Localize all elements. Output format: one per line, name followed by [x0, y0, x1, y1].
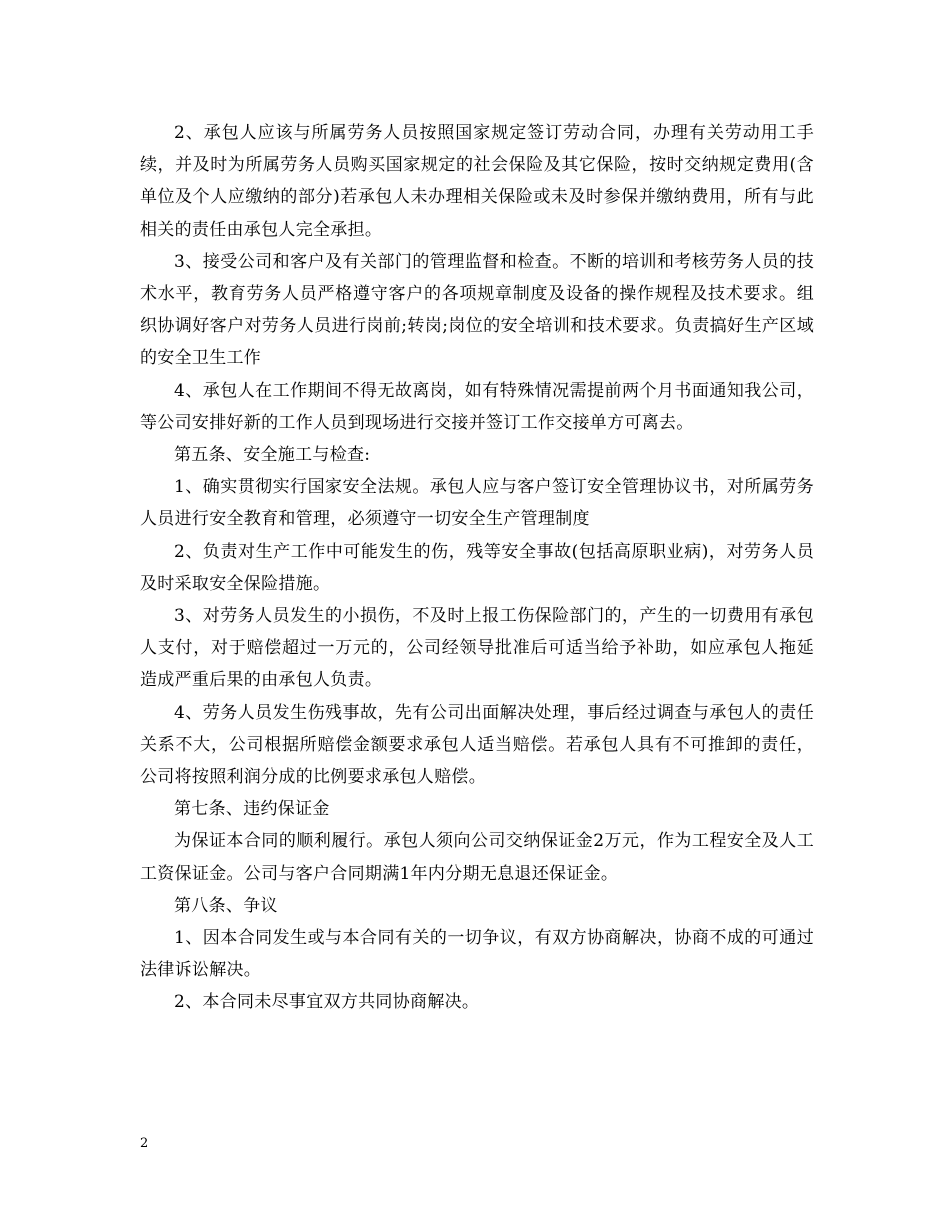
document-body [140, 117, 814, 1019]
paragraph-safety-clause-3: 3、对劳务人员发生的小损伤，不及时上报工伤保险部门的，产生的一切费用有承包人支付，对于赔偿超过一万元的，公司经领导批准后可适当给予补助，如应承包人拖延造成严重后果的由承包人负责。 [140, 606, 814, 691]
paragraph-clause-2-labor-contract: 2、承包人应该与所属劳务人员按照国家规定签订劳动合同，办理有关劳动用工手续，并及时为所属劳务人员购买国家规定的社会保险及其它保险，按时交纳规定费用(含单位及个人应缴纳的部分)若承包人未办理相关保险或未及时参保并缴纳费用，所有与此相关的责任由承包人完全承担。 [140, 123, 814, 240]
section-heading-article-5: 第五条、安全施工与检查: [174, 445, 371, 466]
section-heading-article-8: 第八条、争议 [174, 895, 278, 916]
section-heading-article-7: 第七条、违约保证金 [174, 799, 330, 820]
paragraph-clause-3-supervision: 3、接受公司和客户及有关部门的管理监督和检查。不断的培训和考核劳务人员的技术水平，教育劳务人员严格遵守客户的各项规章制度及设备的操作规程及技术要求。组织协调好客户对劳务人员进行岗前;转岗;岗位的安全培训和技术要求。负责搞好生产区域的安全卫生工作 [140, 251, 814, 369]
paragraph-safety-clause-1: 1、确实贯彻实行国家安全法规。承包人应与客户签订安全管理协议书，对所属劳务人员进行安全教育和管理，必须遵守一切安全生产管理制度 [140, 477, 814, 530]
paragraph-deposit: 为保证本合同的顺利履行。承包人须向公司交纳保证金2万元，作为工程安全及人工工资保证金。公司与客户合同期满1年内分期无息退还保证金。 [140, 831, 814, 884]
paragraph-safety-clause-2: 2、负责对生产工作中可能发生的伤，残等安全事故(包括高原职业病)，对劳务人员及时采取安全保险措施。 [140, 541, 814, 594]
paragraph-dispute-clause-2: 2、本合同未尽事宜双方共同协商解决。 [174, 992, 480, 1013]
paragraph-dispute-clause-1: 1、因本合同发生或与本合同有关的一切争议，有双方协商解决，协商不成的可通过法律诉讼解决。 [140, 928, 814, 981]
paragraph-clause-4-no-absence: 4、承包人在工作期间不得无故离岗，如有特殊情况需提前两个月书面通知我公司，等公司安排好新的工作人员到现场进行交接并签订工作交接单方可离去。 [140, 380, 814, 433]
page-number: 2 [140, 1136, 149, 1151]
paragraph-safety-clause-4: 4、劳务人员发生伤残事故，先有公司出面解决处理，事后经过调查与承包人的责任关系不大，公司根据所赔偿金额要求承包人适当赔偿。若承包人具有不可推卸的责任，公司将按照利润分成的比例要求承包人赔偿。 [140, 702, 814, 788]
